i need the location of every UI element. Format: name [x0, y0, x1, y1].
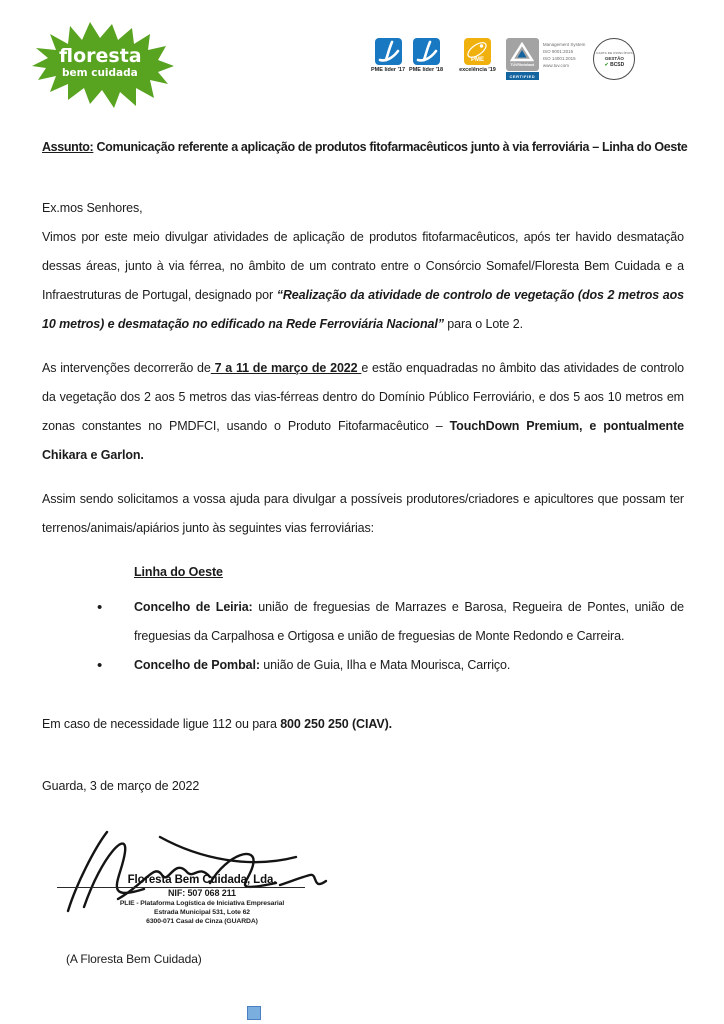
dateline: Guarda, 3 de março de 2022 [42, 779, 200, 793]
body-paragraph: Vimos por este meio divulgar atividades de aplicação de produtos fitofarmacêuticos, após ter havido desmatação dessas áreas, junto à via férrea, no âmbito de um contrato entre o Consórcio Somafel/Floresta Bem Cuidada e a Infraestruturas de Portugal, designado por “Realização da atividade de controlo de vegetação (dos 2 metros aos 10 metros) e desmatação no edificado na Rede Ferroviária Nacional” para o Lote 2. [42, 230, 684, 331]
bcsd-stamp [593, 38, 635, 80]
body-paragraph: Ex.mos Senhores, [42, 201, 143, 215]
stamp-company-name: Floresta Bem Cuidada, Lda. [127, 874, 277, 886]
stamp-address-line2: Estrada Municipal 531, Lote 62 [154, 909, 250, 916]
body-paragraph: Assim sendo solicitamos a vossa ajuda para divulgar a possíveis produtores/criadores e apicultores que possam ter terrenos/animais/apiários junto às seguintes vias ferroviárias: [42, 492, 684, 535]
pme-lider-swoosh-icon [375, 38, 402, 65]
pme-lider-18-badge [409, 38, 443, 73]
logo-splash-shape [26, 18, 178, 110]
check-icon: ✔ [604, 61, 609, 68]
pme-lider-17-badge [371, 38, 405, 73]
pme-lider-18-label: PME líder '18 [409, 67, 444, 73]
pme-excelencia-badge [459, 38, 496, 73]
footer-mark [247, 1006, 261, 1020]
letter-body [42, 136, 688, 974]
tuv-triangle-icon [506, 38, 539, 71]
municipality-item: • Concelho de Leiria: união de freguesias de Marrazes e Barosa, Regueira de Pontes, união de freguesias da Carpalhosa e Ortigosa e união de freguesias de Monte Redondo e Carreira. [95, 593, 684, 651]
pme-excelencia-icon [464, 38, 491, 65]
stamp-address-line3: 6300-071 Casal de Cinza (GUARDA) [146, 918, 258, 925]
logo-text-line1: floresta [59, 45, 142, 67]
pme-lider-swoosh-icon [413, 38, 440, 65]
tuv-brand-text: TÜVRheinland [510, 63, 535, 67]
tuv-certified-badge [506, 38, 586, 80]
emergency-phone: 800 250 250 (CIAV). [280, 717, 393, 731]
certification-badges [371, 38, 635, 80]
signature-block [42, 825, 352, 929]
body-paragraph: As intervenções decorrerão de 7 a 11 de março de 2022 e estão enquadradas no âmbito das atividades de controlo da vegetação dos 2 aos 5 metros das vias-férreas dentro do Domínio Público Ferroviário, e dos 5 aos 10 metros em zonas constantes no PMDFCI, usando o Produto Fitofarmacêutico – TouchDown Premium, e pontualmente Chikara e Garlon. [42, 361, 685, 462]
signoff-text: (A Floresta Bem Cuidada) [66, 952, 202, 966]
bcsd-bottom-text: ✔ BCSD [604, 61, 625, 68]
pme-excelencia-label: excelência '19 [459, 67, 496, 73]
pme-lider-17-label: PME líder '17 [371, 67, 406, 73]
emergency-line: Em caso de necessidade ligue 112 ou para 800 250 250 (CIAV). [42, 717, 393, 731]
logo-text-line2: bem cuidada [62, 67, 138, 79]
paragraphs-container [42, 194, 684, 543]
subject-label: Assunto: [42, 140, 94, 154]
svg-text:PME: PME [470, 57, 484, 63]
stamp-nif: NIF: 507 068 211 [168, 888, 236, 898]
tuv-iso-text: Management System ISO 9001:2015 ISO 14001:2015 www.tuv.com [542, 42, 586, 68]
municipalities-list [42, 593, 684, 680]
company-stamp [90, 874, 314, 925]
bcsd-arc-text: CARTA DE PRINCÍPIOS [596, 50, 633, 55]
stamp-address-line1: PLIE - Plataforma Logística de Iniciativa Empresarial [119, 900, 285, 907]
line-heading: Linha do Oeste [134, 565, 223, 579]
tuv-certified-banner: CERTIFIED [506, 72, 539, 80]
municipality-item: • Concelho de Pombal: união de Guia, Ilha e Mata Mourisca, Carriço. [95, 651, 684, 680]
floresta-logo [26, 18, 178, 110]
bcsd-center-text: GESTÃO [604, 55, 624, 61]
subject-line [42, 136, 688, 158]
subject-text: Comunicação referente a aplicação de produtos fitofarmacêuticos junto à via ferroviária – Linha do Oeste [96, 140, 688, 154]
